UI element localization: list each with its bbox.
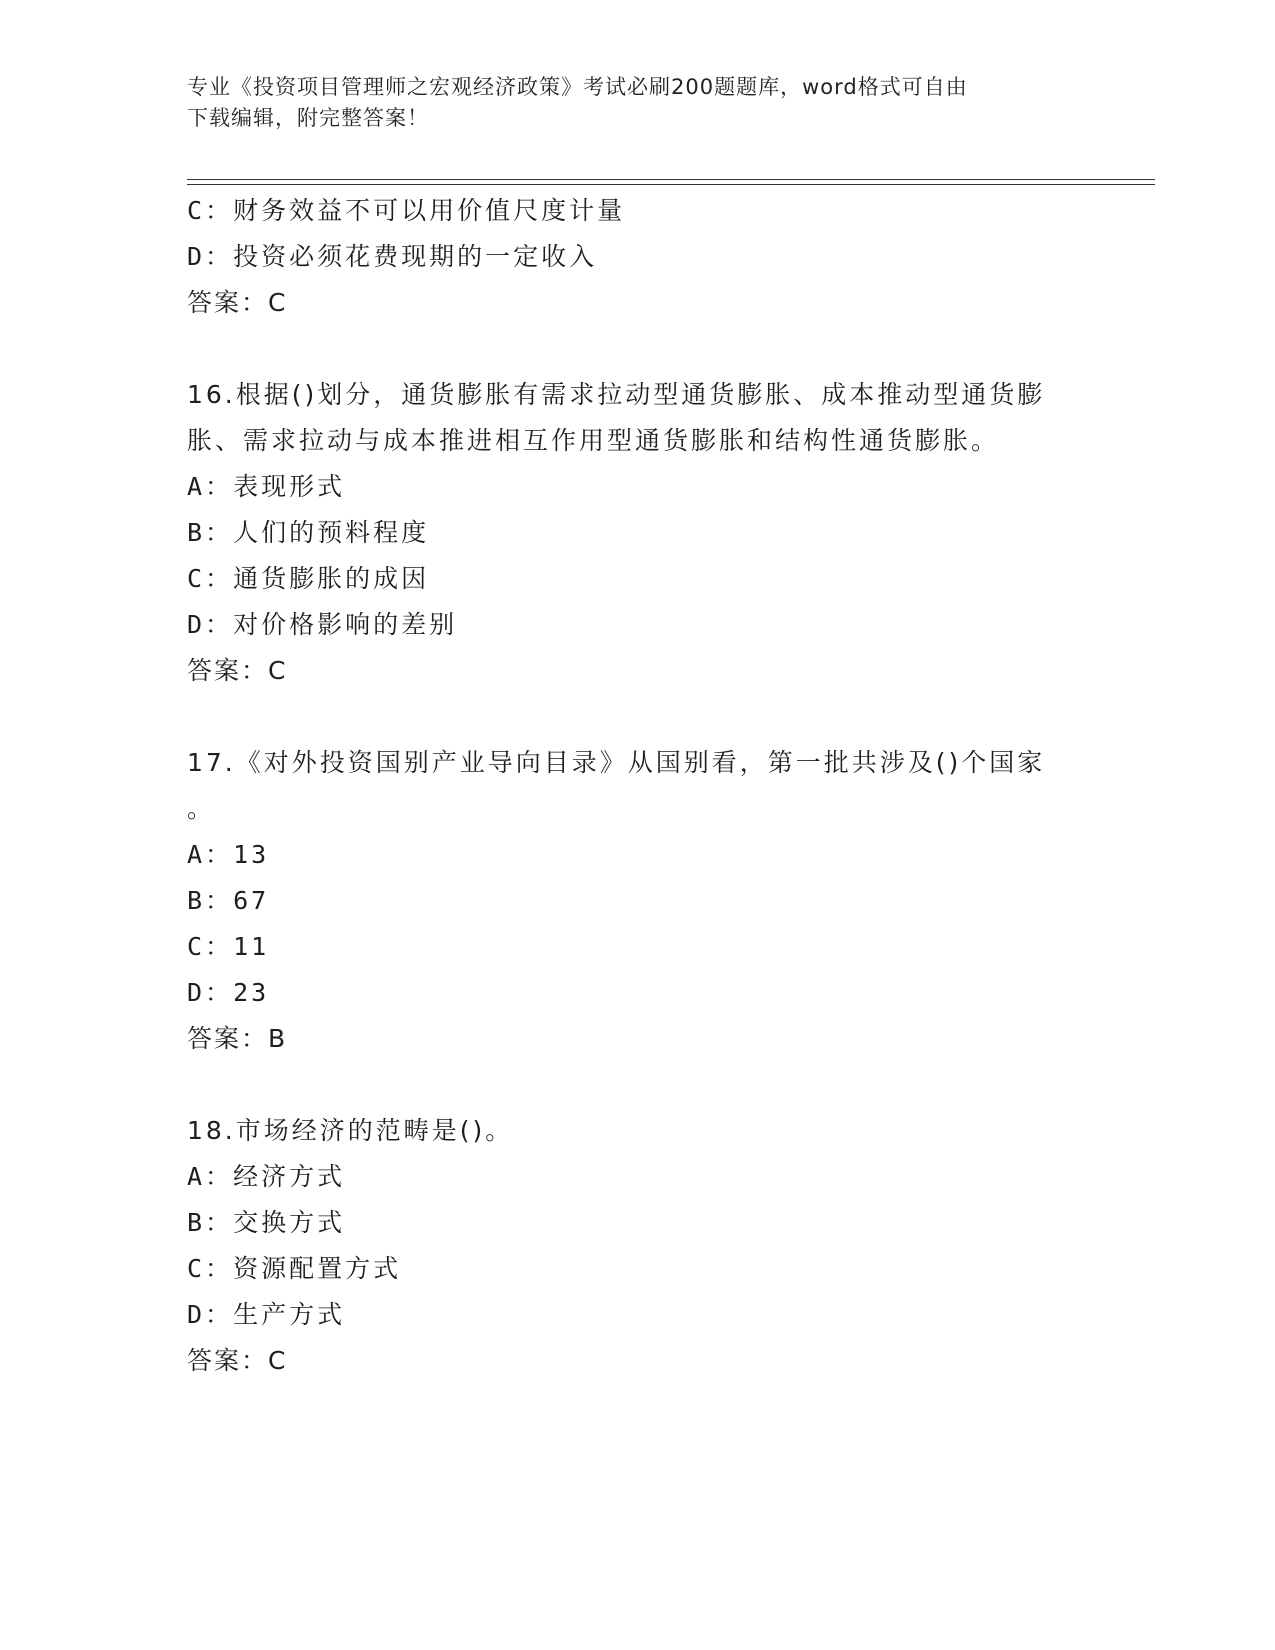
option-key: B： <box>187 886 234 915</box>
option-key: C： <box>187 1254 234 1283</box>
option-text: 表现形式 <box>233 472 346 501</box>
option-b <box>187 878 1087 924</box>
header-title-line-2: 下载编辑，附完整答案！ <box>187 106 429 130</box>
option-text: 67 <box>233 886 270 915</box>
header-divider-top <box>187 179 1155 180</box>
spacer <box>187 326 1087 372</box>
option-d <box>187 1292 1087 1338</box>
option-d <box>187 970 1087 1016</box>
option-text: 11 <box>233 932 270 961</box>
option-c <box>187 188 1087 234</box>
question-stem-line-2: 。 <box>187 794 216 823</box>
question-stem-line-1: 16.根据()划分，通货膨胀有需求拉动型通货膨胀、成本推动型通货膨 <box>187 380 1046 409</box>
option-text: 资源配置方式 <box>233 1254 402 1283</box>
option-key: C： <box>187 932 234 961</box>
answer-line: 答案：B <box>187 1024 288 1053</box>
option-text: 13 <box>233 840 270 869</box>
option-text: 经济方式 <box>233 1162 346 1191</box>
option-a <box>187 1154 1087 1200</box>
header-divider-bottom <box>187 184 1155 185</box>
spacer <box>187 1062 1087 1108</box>
option-text: 对价格影响的差别 <box>233 610 458 639</box>
option-key: A： <box>187 840 234 869</box>
answer-line: 答案：C <box>187 656 288 685</box>
option-key: C： <box>187 196 234 225</box>
question-list <box>187 188 1087 1384</box>
option-key: D： <box>187 242 234 271</box>
option-c <box>187 924 1087 970</box>
spacer <box>187 694 1087 740</box>
question-block-17 <box>187 740 1087 1062</box>
option-key: B： <box>187 518 234 547</box>
option-text: 人们的预料程度 <box>233 518 430 547</box>
header-title-line-1: 专业《投资项目管理师之宏观经济政策》考试必刷200题题库，word格式可自由 <box>187 75 968 99</box>
option-key: D： <box>187 610 234 639</box>
option-c <box>187 556 1087 602</box>
option-c <box>187 1246 1087 1292</box>
answer-line: 答案：C <box>187 288 288 317</box>
question-block-16 <box>187 372 1087 694</box>
question-block-prev <box>187 188 1087 326</box>
option-key: D： <box>187 1300 234 1329</box>
option-b <box>187 510 1087 556</box>
option-key: D： <box>187 978 234 1007</box>
option-a <box>187 464 1087 510</box>
question-stem-line-1: 17.《对外投资国别产业导向目录》从国别看，第一批共涉及()个国家 <box>187 748 1046 777</box>
option-text: 生产方式 <box>233 1300 346 1329</box>
option-key: A： <box>187 472 234 501</box>
option-text: 交换方式 <box>233 1208 346 1237</box>
option-key: C： <box>187 564 234 593</box>
option-a <box>187 832 1087 878</box>
option-text: 23 <box>233 978 270 1007</box>
document-header <box>187 72 1067 134</box>
option-b <box>187 1200 1087 1246</box>
question-block-18 <box>187 1108 1087 1384</box>
question-stem-line-2: 胀、需求拉动与成本推进相互作用型通货膨胀和结构性通货膨胀。 <box>187 426 1000 455</box>
question-stem-line-1: 18.市场经济的范畴是()。 <box>187 1116 514 1145</box>
option-text: 财务效益不可以用价值尺度计量 <box>233 196 626 225</box>
option-key: A： <box>187 1162 234 1191</box>
option-key: B： <box>187 1208 234 1237</box>
option-d <box>187 234 1087 280</box>
option-text: 投资必须花费现期的一定收入 <box>233 242 598 271</box>
option-text: 通货膨胀的成因 <box>233 564 430 593</box>
option-d <box>187 602 1087 648</box>
answer-line: 答案：C <box>187 1346 288 1375</box>
